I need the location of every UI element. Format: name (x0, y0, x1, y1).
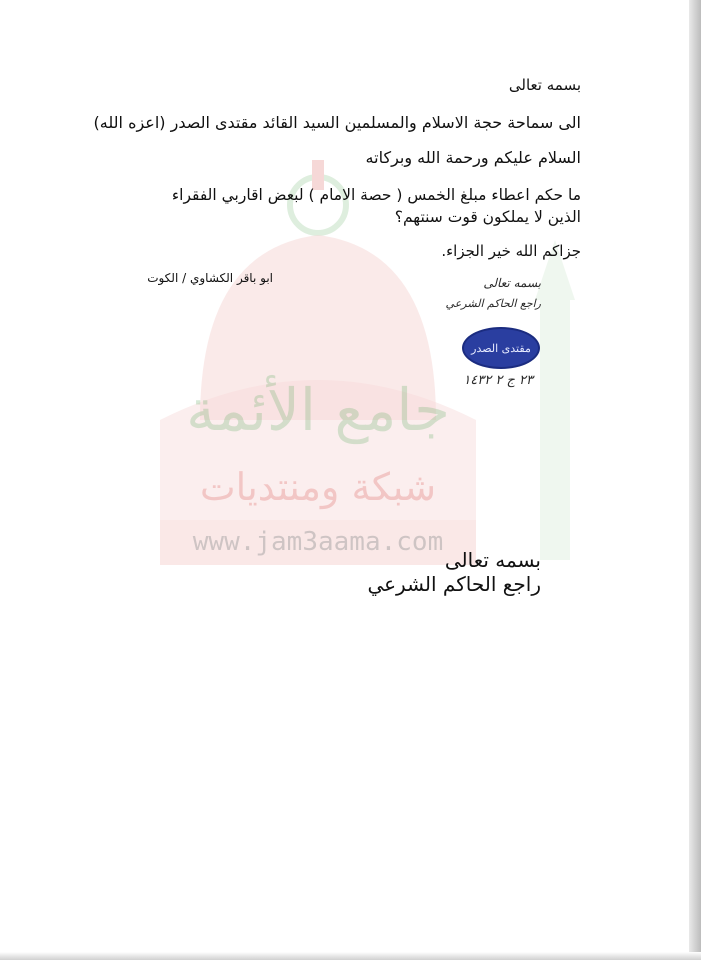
handwritten-date: ٢٣ ج ٢ ١٤٣٢ (463, 373, 533, 388)
handwritten-answer: راجع الحاكم الشرعي (445, 297, 541, 310)
watermark-url: www.jam3aama.com (192, 527, 444, 557)
letter-thanks: جزاكم الله خير الجزاء. (441, 242, 581, 260)
letter-bismillah: بسمه تعالى (508, 76, 581, 94)
letter-sender: ابو باقر الكشاوي / الكوت (147, 271, 273, 285)
handwritten-bismillah: بسمه تعالى (483, 276, 541, 290)
seal-text: مقتدى الصدر (471, 341, 531, 355)
watermark-subtitle: شبكة ومنتديات (199, 465, 437, 509)
letter-salam: السلام عليكم ورحمة الله وبركاته (365, 148, 581, 167)
watermark-name: جامع الأئمة (186, 376, 450, 444)
official-seal (462, 327, 540, 369)
typed-reply-bismillah: بسمه تعالى (444, 548, 541, 572)
letter-addressee: الى سماحة حجة الاسلام والمسلمين السيد القائد مقتدى الصدر (اعزه الله) (93, 113, 581, 132)
scan-page-edge (689, 0, 701, 960)
typed-reply-answer: راجع الحاكم الشرعي (367, 572, 541, 596)
scan-page-bottom-edge (0, 952, 701, 960)
letter-question: ما حكم اعطاء مبلغ الخمس ( حصة الامام ) لبعض اقاربي الفقراء الذين لا يملكون قوت سنتهم؟ (171, 186, 581, 226)
